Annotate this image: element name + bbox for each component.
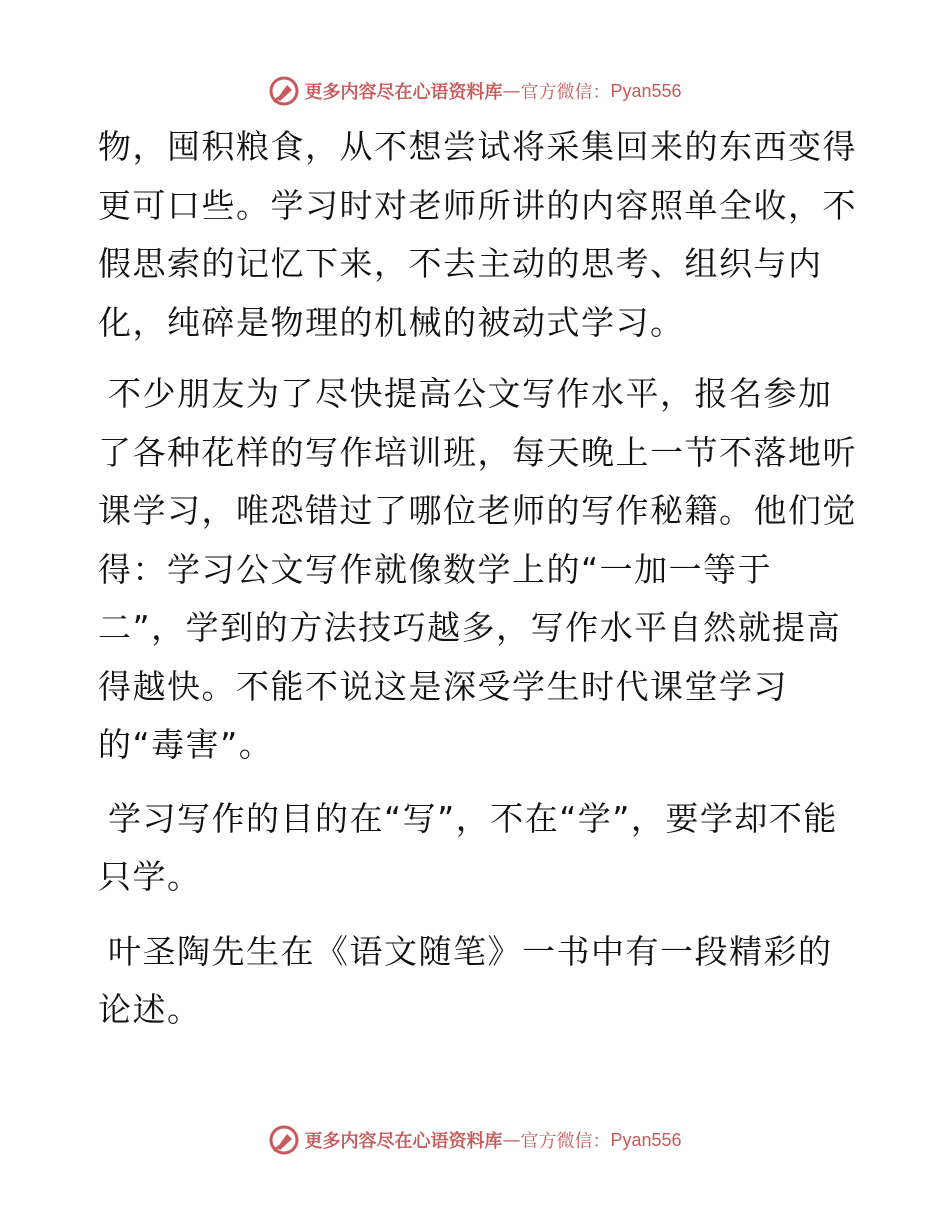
paragraph-2: 不少朋友为了尽快提高公文写作水平，报名参加了各种花样的写作培训班，每天晚上一节不落地听课学习，唯恐错过了哪位老师的写作秘籍。他们觉得：学习公文写作就像数学上的“一加一等于二”，学到的方法技巧越多，写作水平自然就提高得越快。不能不说这是深受学生时代课堂学习的“毒害”。	[98, 374, 857, 764]
watermark-separator: —	[502, 80, 521, 102]
paragraph-3: 学习写作的目的在“写”，不在“学”，要学却不能只学。	[98, 798, 838, 896]
pen-nib-logo-icon	[268, 75, 300, 107]
footer-watermark	[0, 1120, 950, 1160]
header-watermark	[0, 71, 950, 111]
watermark-wechat-id: Pyan556	[610, 1129, 682, 1150]
watermark-separator: —	[502, 1129, 521, 1151]
watermark-wechat-id: Pyan556	[610, 80, 682, 101]
watermark-label: 官方微信：	[520, 1131, 611, 1152]
watermark-brand: 更多内容尽在心语资料库	[304, 82, 503, 103]
paragraph-4: 叶圣陶先生在《语文随笔》一书中有一段精彩的论述。	[98, 931, 833, 1029]
watermark-brand: 更多内容尽在心语资料库	[304, 1131, 503, 1152]
document-body	[98, 118, 858, 1040]
watermark-label: 官方微信：	[520, 82, 611, 103]
paragraph-1: 物，囤积粮食，从不想尝试将采集回来的东西变得更可口些。学习时对老师所讲的内容照单全收，不假思索的记忆下来，不去主动的思考、组织与内化，纯碎是物理的机械的被动式学习。	[98, 127, 857, 342]
pen-nib-logo-icon	[268, 1124, 300, 1156]
